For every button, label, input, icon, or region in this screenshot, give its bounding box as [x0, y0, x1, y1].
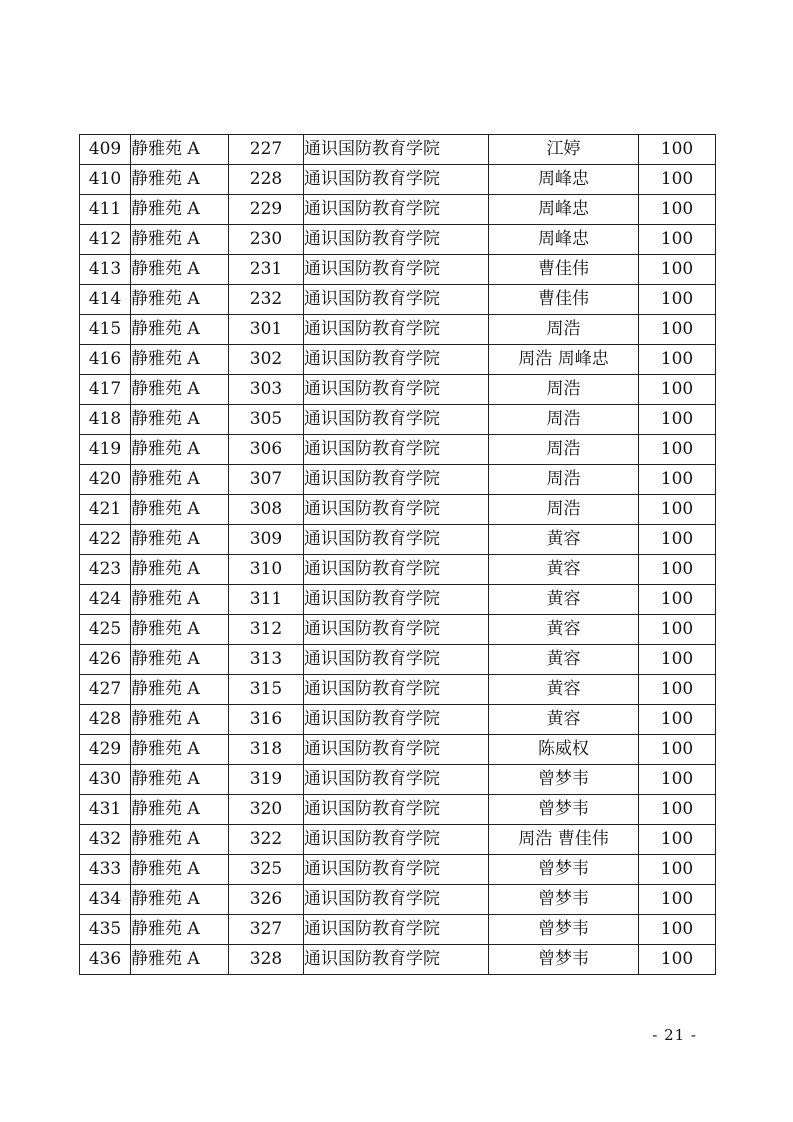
- row-number-cell: 409: [80, 135, 131, 165]
- room-number-cell: 313: [229, 645, 304, 675]
- row-number-cell: 430: [80, 765, 131, 795]
- table-row: [80, 195, 716, 225]
- table-row: [80, 735, 716, 765]
- college-name-cell: 通识国防教育学院: [304, 165, 489, 195]
- table-row: [80, 945, 716, 975]
- room-number-cell: 326: [229, 885, 304, 915]
- college-name-cell: 通识国防教育学院: [304, 645, 489, 675]
- dormitory-score-table: [79, 134, 716, 975]
- building-name-cell: 静雅苑 A: [131, 945, 229, 975]
- responsible-person-cell: 曾梦韦: [489, 765, 639, 795]
- college-name-cell: 通识国防教育学院: [304, 285, 489, 315]
- building-name-cell: 静雅苑 A: [131, 435, 229, 465]
- responsible-person-cell: 周浩: [489, 465, 639, 495]
- college-name-cell: 通识国防教育学院: [304, 465, 489, 495]
- table-row: [80, 315, 716, 345]
- responsible-person-cell: 曾梦韦: [489, 915, 639, 945]
- row-number-cell: 413: [80, 255, 131, 285]
- college-name-cell: 通识国防教育学院: [304, 315, 489, 345]
- responsible-person-cell: 黄容: [489, 615, 639, 645]
- score-cell: 100: [639, 705, 716, 735]
- building-name-cell: 静雅苑 A: [131, 285, 229, 315]
- responsible-person-cell: 黄容: [489, 645, 639, 675]
- table-row: [80, 915, 716, 945]
- table-row: [80, 345, 716, 375]
- responsible-person-cell: 曾梦韦: [489, 885, 639, 915]
- row-number-cell: 425: [80, 615, 131, 645]
- building-name-cell: 静雅苑 A: [131, 465, 229, 495]
- room-number-cell: 302: [229, 345, 304, 375]
- room-number-cell: 303: [229, 375, 304, 405]
- college-name-cell: 通识国防教育学院: [304, 585, 489, 615]
- score-cell: 100: [639, 825, 716, 855]
- row-number-cell: 434: [80, 885, 131, 915]
- responsible-person-cell: 周浩: [489, 405, 639, 435]
- responsible-person-cell: 周峰忠: [489, 225, 639, 255]
- score-cell: 100: [639, 615, 716, 645]
- responsible-person-cell: 江婷: [489, 135, 639, 165]
- room-number-cell: 310: [229, 555, 304, 585]
- college-name-cell: 通识国防教育学院: [304, 765, 489, 795]
- building-name-cell: 静雅苑 A: [131, 345, 229, 375]
- responsible-person-cell: 周浩: [489, 375, 639, 405]
- table-body: [80, 135, 716, 975]
- building-name-cell: 静雅苑 A: [131, 915, 229, 945]
- score-cell: 100: [639, 225, 716, 255]
- row-number-cell: 420: [80, 465, 131, 495]
- building-name-cell: 静雅苑 A: [131, 375, 229, 405]
- room-number-cell: 309: [229, 525, 304, 555]
- responsible-person-cell: 黄容: [489, 585, 639, 615]
- college-name-cell: 通识国防教育学院: [304, 435, 489, 465]
- row-number-cell: 415: [80, 315, 131, 345]
- college-name-cell: 通识国防教育学院: [304, 915, 489, 945]
- row-number-cell: 411: [80, 195, 131, 225]
- responsible-person-cell: 曾梦韦: [489, 855, 639, 885]
- table-row: [80, 255, 716, 285]
- room-number-cell: 325: [229, 855, 304, 885]
- table-row: [80, 135, 716, 165]
- responsible-person-cell: 周浩: [489, 435, 639, 465]
- room-number-cell: 231: [229, 255, 304, 285]
- college-name-cell: 通识国防教育学院: [304, 675, 489, 705]
- row-number-cell: 417: [80, 375, 131, 405]
- building-name-cell: 静雅苑 A: [131, 765, 229, 795]
- row-number-cell: 427: [80, 675, 131, 705]
- row-number-cell: 431: [80, 795, 131, 825]
- score-cell: 100: [639, 555, 716, 585]
- building-name-cell: 静雅苑 A: [131, 165, 229, 195]
- score-cell: 100: [639, 795, 716, 825]
- college-name-cell: 通识国防教育学院: [304, 795, 489, 825]
- table-row: [80, 675, 716, 705]
- responsible-person-cell: 曹佳伟: [489, 255, 639, 285]
- row-number-cell: 426: [80, 645, 131, 675]
- responsible-person-cell: 黄容: [489, 555, 639, 585]
- building-name-cell: 静雅苑 A: [131, 585, 229, 615]
- row-number-cell: 410: [80, 165, 131, 195]
- building-name-cell: 静雅苑 A: [131, 825, 229, 855]
- room-number-cell: 229: [229, 195, 304, 225]
- score-cell: 100: [639, 315, 716, 345]
- score-cell: 100: [639, 405, 716, 435]
- college-name-cell: 通识国防教育学院: [304, 525, 489, 555]
- score-cell: 100: [639, 585, 716, 615]
- score-cell: 100: [639, 915, 716, 945]
- building-name-cell: 静雅苑 A: [131, 255, 229, 285]
- room-number-cell: 311: [229, 585, 304, 615]
- college-name-cell: 通识国防教育学院: [304, 885, 489, 915]
- room-number-cell: 320: [229, 795, 304, 825]
- responsible-person-cell: 黄容: [489, 525, 639, 555]
- room-number-cell: 301: [229, 315, 304, 345]
- college-name-cell: 通识国防教育学院: [304, 225, 489, 255]
- building-name-cell: 静雅苑 A: [131, 645, 229, 675]
- score-cell: 100: [639, 735, 716, 765]
- responsible-person-cell: 周浩 曹佳伟: [489, 825, 639, 855]
- room-number-cell: 305: [229, 405, 304, 435]
- college-name-cell: 通识国防教育学院: [304, 555, 489, 585]
- building-name-cell: 静雅苑 A: [131, 495, 229, 525]
- table-row: [80, 165, 716, 195]
- room-number-cell: 228: [229, 165, 304, 195]
- room-number-cell: 316: [229, 705, 304, 735]
- building-name-cell: 静雅苑 A: [131, 405, 229, 435]
- score-cell: 100: [639, 495, 716, 525]
- college-name-cell: 通识国防教育学院: [304, 195, 489, 225]
- room-number-cell: 318: [229, 735, 304, 765]
- college-name-cell: 通识国防教育学院: [304, 135, 489, 165]
- room-number-cell: 230: [229, 225, 304, 255]
- table-row: [80, 405, 716, 435]
- room-number-cell: 306: [229, 435, 304, 465]
- building-name-cell: 静雅苑 A: [131, 555, 229, 585]
- score-cell: 100: [639, 675, 716, 705]
- row-number-cell: 428: [80, 705, 131, 735]
- college-name-cell: 通识国防教育学院: [304, 345, 489, 375]
- building-name-cell: 静雅苑 A: [131, 855, 229, 885]
- room-number-cell: 307: [229, 465, 304, 495]
- score-cell: 100: [639, 345, 716, 375]
- row-number-cell: 423: [80, 555, 131, 585]
- building-name-cell: 静雅苑 A: [131, 675, 229, 705]
- table-row: [80, 615, 716, 645]
- score-cell: 100: [639, 165, 716, 195]
- row-number-cell: 433: [80, 855, 131, 885]
- table-row: [80, 795, 716, 825]
- college-name-cell: 通识国防教育学院: [304, 855, 489, 885]
- room-number-cell: 327: [229, 915, 304, 945]
- row-number-cell: 422: [80, 525, 131, 555]
- row-number-cell: 412: [80, 225, 131, 255]
- row-number-cell: 432: [80, 825, 131, 855]
- college-name-cell: 通识国防教育学院: [304, 735, 489, 765]
- table-row: [80, 855, 716, 885]
- responsible-person-cell: 周浩: [489, 315, 639, 345]
- building-name-cell: 静雅苑 A: [131, 885, 229, 915]
- responsible-person-cell: 周浩 周峰忠: [489, 345, 639, 375]
- responsible-person-cell: 黄容: [489, 705, 639, 735]
- score-cell: 100: [639, 135, 716, 165]
- table-row: [80, 225, 716, 255]
- row-number-cell: 436: [80, 945, 131, 975]
- score-cell: 100: [639, 645, 716, 675]
- table-row: [80, 285, 716, 315]
- row-number-cell: 416: [80, 345, 131, 375]
- responsible-person-cell: 陈威权: [489, 735, 639, 765]
- score-cell: 100: [639, 435, 716, 465]
- room-number-cell: 328: [229, 945, 304, 975]
- building-name-cell: 静雅苑 A: [131, 735, 229, 765]
- row-number-cell: 424: [80, 585, 131, 615]
- building-name-cell: 静雅苑 A: [131, 615, 229, 645]
- row-number-cell: 421: [80, 495, 131, 525]
- table-row: [80, 465, 716, 495]
- college-name-cell: 通识国防教育学院: [304, 615, 489, 645]
- score-cell: 100: [639, 195, 716, 225]
- building-name-cell: 静雅苑 A: [131, 315, 229, 345]
- room-number-cell: 308: [229, 495, 304, 525]
- responsible-person-cell: 曹佳伟: [489, 285, 639, 315]
- score-cell: 100: [639, 255, 716, 285]
- row-number-cell: 429: [80, 735, 131, 765]
- college-name-cell: 通识国防教育学院: [304, 405, 489, 435]
- responsible-person-cell: 周峰忠: [489, 165, 639, 195]
- college-name-cell: 通识国防教育学院: [304, 945, 489, 975]
- table-row: [80, 765, 716, 795]
- room-number-cell: 227: [229, 135, 304, 165]
- table-row: [80, 645, 716, 675]
- score-cell: 100: [639, 945, 716, 975]
- row-number-cell: 414: [80, 285, 131, 315]
- responsible-person-cell: 曾梦韦: [489, 945, 639, 975]
- building-name-cell: 静雅苑 A: [131, 795, 229, 825]
- score-cell: 100: [639, 765, 716, 795]
- table-row: [80, 525, 716, 555]
- responsible-person-cell: 周峰忠: [489, 195, 639, 225]
- table-row: [80, 885, 716, 915]
- score-cell: 100: [639, 375, 716, 405]
- table-row: [80, 435, 716, 465]
- building-name-cell: 静雅苑 A: [131, 225, 229, 255]
- row-number-cell: 418: [80, 405, 131, 435]
- score-cell: 100: [639, 885, 716, 915]
- room-number-cell: 319: [229, 765, 304, 795]
- score-cell: 100: [639, 465, 716, 495]
- table-row: [80, 495, 716, 525]
- table-row: [80, 555, 716, 585]
- room-number-cell: 322: [229, 825, 304, 855]
- college-name-cell: 通识国防教育学院: [304, 255, 489, 285]
- responsible-person-cell: 黄容: [489, 675, 639, 705]
- room-number-cell: 315: [229, 675, 304, 705]
- score-cell: 100: [639, 855, 716, 885]
- table-row: [80, 705, 716, 735]
- table-row: [80, 585, 716, 615]
- row-number-cell: 435: [80, 915, 131, 945]
- building-name-cell: 静雅苑 A: [131, 525, 229, 555]
- building-name-cell: 静雅苑 A: [131, 135, 229, 165]
- college-name-cell: 通识国防教育学院: [304, 375, 489, 405]
- table-row: [80, 375, 716, 405]
- room-number-cell: 312: [229, 615, 304, 645]
- responsible-person-cell: 周浩: [489, 495, 639, 525]
- responsible-person-cell: 曾梦韦: [489, 795, 639, 825]
- building-name-cell: 静雅苑 A: [131, 705, 229, 735]
- score-cell: 100: [639, 285, 716, 315]
- college-name-cell: 通识国防教育学院: [304, 825, 489, 855]
- building-name-cell: 静雅苑 A: [131, 195, 229, 225]
- row-number-cell: 419: [80, 435, 131, 465]
- college-name-cell: 通识国防教育学院: [304, 705, 489, 735]
- table-row: [80, 825, 716, 855]
- page-number: - 21 -: [652, 1026, 697, 1044]
- college-name-cell: 通识国防教育学院: [304, 495, 489, 525]
- score-cell: 100: [639, 525, 716, 555]
- room-number-cell: 232: [229, 285, 304, 315]
